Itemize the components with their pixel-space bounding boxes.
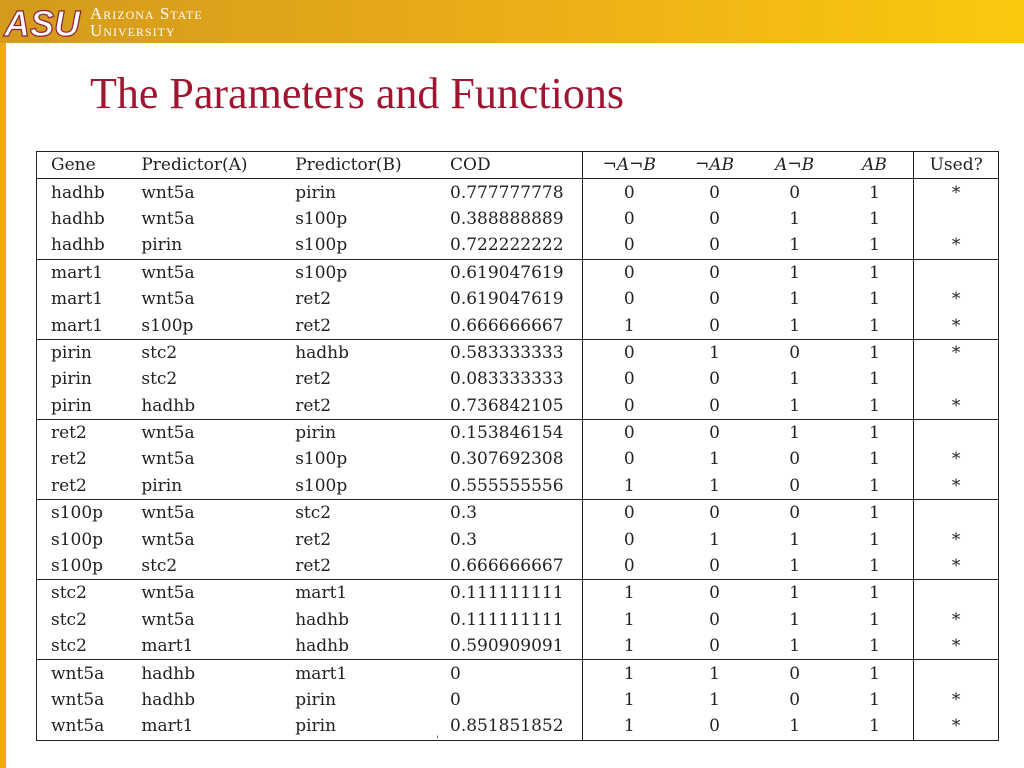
university-name-line1: Arizona State <box>90 3 203 23</box>
table-row <box>37 687 998 713</box>
university-name-line2: University <box>90 20 176 40</box>
cell-cod: 0.111111111 <box>450 580 583 607</box>
table-row <box>37 633 998 660</box>
cell-not-a-b: 0 <box>709 289 720 310</box>
cell-cod: 0.388888889 <box>450 206 583 232</box>
cell-a-b: 1 <box>869 529 880 550</box>
cell-not-a-b: 0 <box>675 553 753 580</box>
cell-not-a-not-b: 0 <box>623 208 635 229</box>
parameters-table <box>36 151 999 741</box>
cell-not-a-not-b: 0 <box>583 553 676 580</box>
header-predictor-b: Predictor(B) <box>295 152 450 179</box>
table-row <box>37 366 998 392</box>
footer-mark: ' <box>436 735 439 746</box>
cell-not-a-b: 1 <box>675 473 753 500</box>
header-bar <box>0 0 1024 43</box>
cell-gene: pirin <box>51 342 92 363</box>
cell-cod: 0.3 <box>450 526 583 552</box>
cell-cod: 0.666666667 <box>450 553 583 580</box>
cell-predictor-a: pirin <box>141 232 295 259</box>
cell-predictor-b: stc2 <box>295 503 332 524</box>
cell-a-not-b: 1 <box>754 633 836 660</box>
cell-predictor-b: hadhb <box>295 342 349 363</box>
cell-predictor-b: ret2 <box>295 289 332 310</box>
cell-a-b: 1 <box>869 423 880 444</box>
cell-a-b: 1 <box>869 663 880 684</box>
cell-predictor-a: wnt5a <box>141 289 195 310</box>
cell-gene: s100p <box>51 529 104 550</box>
cell-not-a-not-b: 0 <box>623 529 635 550</box>
cell-predictor-a: wnt5a <box>141 609 195 630</box>
cell-a-not-b: 1 <box>754 312 836 339</box>
table-row <box>37 286 998 312</box>
cell-not-a-not-b: 1 <box>623 663 635 684</box>
cell-a-not-b: 1 <box>789 262 801 283</box>
cell-predictor-a: wnt5a <box>141 262 195 283</box>
asu-logo-mark <box>2 3 82 41</box>
cell-a-b: 1 <box>869 583 880 604</box>
cell-predictor-b: s100p <box>295 473 450 500</box>
cell-gene: pirin <box>37 393 141 420</box>
cell-a-b: 1 <box>869 289 880 310</box>
cell-a-b: 1 <box>836 393 914 420</box>
cell-predictor-a: mart1 <box>141 633 295 660</box>
cell-not-a-b: 1 <box>709 529 720 550</box>
cell-cod: 0.111111111 <box>450 607 583 633</box>
table-row <box>37 607 998 633</box>
cell-a-b: 1 <box>869 342 880 363</box>
cell-a-not-b: 0 <box>754 473 836 500</box>
cell-predictor-a: hadhb <box>141 393 295 420</box>
cell-not-a-b: 0 <box>675 633 753 660</box>
cell-gene: s100p <box>51 503 104 524</box>
cell-cod: 0.619047619 <box>450 286 583 312</box>
cell-not-a-not-b: 0 <box>623 342 635 363</box>
cell-predictor-b: pirin <box>295 182 337 203</box>
cell-not-a-b: 1 <box>709 342 720 363</box>
cell-gene: mart1 <box>37 312 141 339</box>
cell-a-not-b: 1 <box>754 232 836 259</box>
left-accent-rule <box>0 43 6 768</box>
cell-predictor-a: hadhb <box>141 690 196 710</box>
cell-not-a-b: 1 <box>709 690 720 710</box>
cell-predictor-a: stc2 <box>141 369 178 390</box>
cell-a-b: 1 <box>869 182 880 203</box>
cell-predictor-b: mart1 <box>295 663 348 684</box>
cell-not-a-not-b: 1 <box>623 690 635 710</box>
cell-a-not-b: 1 <box>789 369 801 390</box>
table-row <box>37 393 998 420</box>
cell-not-a-b: 0 <box>709 369 720 390</box>
cell-gene: wnt5a <box>51 663 105 684</box>
cell-a-b: 1 <box>869 262 880 283</box>
cell-used: * <box>914 473 998 500</box>
cell-predictor-a: s100p <box>141 312 295 339</box>
cell-a-b: 1 <box>869 369 880 390</box>
cell-predictor-a: wnt5a <box>141 583 195 604</box>
cell-used: * <box>914 339 998 366</box>
slide-title: The Parameters and Functions <box>90 69 624 118</box>
cell-cod: 0.083333333 <box>450 366 583 392</box>
header-a-b: AB <box>836 152 914 179</box>
table-row <box>37 660 998 687</box>
cell-not-a-not-b: 1 <box>583 473 676 500</box>
cell-a-b: 1 <box>869 208 880 229</box>
cell-a-not-b: 0 <box>789 182 801 203</box>
cell-not-a-b: 0 <box>709 262 720 283</box>
svg-text:ASU: ASU <box>4 2 81 41</box>
cell-gene: ret2 <box>51 449 87 470</box>
cell-predictor-b: hadhb <box>295 609 349 630</box>
cell-predictor-b: s100p <box>295 232 450 259</box>
cell-used <box>914 206 998 232</box>
cell-a-not-b: 1 <box>754 553 836 580</box>
cell-used: * <box>914 553 998 580</box>
cell-not-a-not-b: 0 <box>623 423 635 444</box>
cell-not-a-not-b: 1 <box>623 716 635 737</box>
cell-a-not-b: 1 <box>789 716 801 737</box>
cell-not-a-not-b: 0 <box>623 289 635 310</box>
cell-predictor-a: wnt5a <box>141 423 195 444</box>
cell-a-b: 1 <box>869 609 880 630</box>
cell-used <box>914 259 998 286</box>
cell-predictor-b: pirin <box>295 690 337 710</box>
cell-not-a-b: 1 <box>709 449 720 470</box>
cell-used: * <box>914 232 998 259</box>
cell-used: * <box>914 179 998 206</box>
cell-not-a-not-b: 1 <box>623 583 635 604</box>
cell-predictor-b: s100p <box>295 449 348 470</box>
cell-predictor-b: s100p <box>295 208 348 229</box>
table-row <box>37 179 998 206</box>
cell-used: * <box>914 713 998 739</box>
cell-cod: 0.3 <box>450 500 583 527</box>
cell-predictor-a: mart1 <box>141 716 194 737</box>
cell-cod: 0.666666667 <box>450 312 583 339</box>
table-row <box>37 500 998 527</box>
cell-a-b: 1 <box>869 449 880 470</box>
cell-not-a-not-b: 0 <box>623 369 635 390</box>
table-row <box>37 419 998 446</box>
cell-predictor-b: pirin <box>295 716 337 737</box>
cell-gene: stc2 <box>51 609 87 630</box>
cell-not-a-b: 0 <box>709 609 720 630</box>
cell-not-a-not-b: 0 <box>623 503 635 524</box>
cell-predictor-b: ret2 <box>295 529 332 550</box>
cell-a-b: 1 <box>836 312 914 339</box>
cell-not-a-not-b: 0 <box>583 232 676 259</box>
cell-not-a-b: 0 <box>675 312 753 339</box>
cell-predictor-b: ret2 <box>295 553 450 580</box>
cell-predictor-a: wnt5a <box>141 182 195 203</box>
cell-predictor-a: stc2 <box>141 342 178 363</box>
table-row <box>37 553 998 580</box>
cell-predictor-a: wnt5a <box>141 529 195 550</box>
cell-gene: mart1 <box>51 289 104 310</box>
cell-cod: 0.590909091 <box>450 633 583 660</box>
cell-used: * <box>914 393 998 420</box>
cell-a-b: 1 <box>869 716 880 737</box>
cell-gene: pirin <box>51 369 92 390</box>
cell-not-a-b: 0 <box>675 232 753 259</box>
cell-a-b: 1 <box>836 473 914 500</box>
cell-predictor-b: mart1 <box>295 583 348 604</box>
table-body <box>37 179 998 740</box>
cell-predictor-b: ret2 <box>295 393 450 420</box>
cell-not-a-b: 0 <box>709 583 720 604</box>
cell-not-a-not-b: 0 <box>623 449 635 470</box>
cell-not-a-b: 0 <box>709 716 720 737</box>
cell-gene: wnt5a <box>51 716 105 737</box>
cell-a-not-b: 1 <box>789 609 801 630</box>
university-logo[interactable] <box>0 0 230 43</box>
cell-a-not-b: 1 <box>789 289 801 310</box>
cell-used: * <box>914 286 998 312</box>
cell-a-not-b: 1 <box>754 393 836 420</box>
cell-gene: wnt5a <box>51 690 105 710</box>
cell-used: * <box>914 312 998 339</box>
cell-cod: 0.153846154 <box>450 419 583 446</box>
table-row <box>37 259 998 286</box>
cell-a-not-b: 0 <box>789 342 801 363</box>
cell-gene: s100p <box>37 553 141 580</box>
cell-used: * <box>914 526 998 552</box>
cell-gene: ret2 <box>37 473 141 500</box>
cell-not-a-b: 0 <box>709 182 720 203</box>
cell-gene: stc2 <box>37 633 141 660</box>
cell-cod: 0.722222222 <box>450 232 583 259</box>
table-row <box>37 232 998 259</box>
cell-not-a-not-b: 1 <box>583 312 676 339</box>
cell-not-a-not-b: 1 <box>583 633 676 660</box>
cell-used: * <box>914 446 998 472</box>
cell-predictor-a: pirin <box>141 473 295 500</box>
cell-predictor-a: stc2 <box>141 553 295 580</box>
header-gene: Gene <box>37 152 141 179</box>
cell-cod: 0.555555556 <box>450 473 583 500</box>
cell-gene: hadhb <box>51 182 105 203</box>
table-row <box>37 580 998 607</box>
cell-cod: 0 <box>450 660 583 687</box>
table-row <box>37 526 998 552</box>
cell-not-a-not-b: 1 <box>623 609 635 630</box>
table-row <box>37 473 998 500</box>
table-row <box>37 713 998 739</box>
table-row <box>37 206 998 232</box>
cell-a-not-b: 0 <box>789 690 801 710</box>
cell-predictor-b: ret2 <box>295 312 450 339</box>
cell-a-b: 1 <box>869 690 880 710</box>
cell-not-a-b: 0 <box>675 393 753 420</box>
cell-not-a-not-b: 0 <box>583 393 676 420</box>
cell-used <box>914 580 998 607</box>
cell-a-not-b: 1 <box>789 529 801 550</box>
cell-a-not-b: 1 <box>789 208 801 229</box>
cell-gene: ret2 <box>51 423 87 444</box>
header-not-a-not-b: ¬A¬B <box>583 152 676 179</box>
university-name <box>90 5 203 39</box>
header-predictor-a: Predictor(A) <box>141 152 295 179</box>
cell-cod: 0 <box>450 687 583 713</box>
cell-used: * <box>914 687 998 713</box>
cell-cod: 0.583333333 <box>450 339 583 366</box>
cell-gene: mart1 <box>51 262 104 283</box>
cell-a-not-b: 0 <box>789 503 801 524</box>
cell-predictor-b: hadhb <box>295 633 450 660</box>
cell-a-not-b: 0 <box>789 663 801 684</box>
cell-a-not-b: 1 <box>789 583 801 604</box>
cell-used <box>914 366 998 392</box>
cell-used <box>914 660 998 687</box>
cell-cod: 0.307692308 <box>450 446 583 472</box>
cell-cod: 0.619047619 <box>450 259 583 286</box>
table-row <box>37 312 998 339</box>
cell-predictor-a: wnt5a <box>141 208 195 229</box>
cell-not-a-b: 0 <box>709 208 720 229</box>
cell-a-b: 1 <box>836 633 914 660</box>
cell-not-a-b: 0 <box>709 503 720 524</box>
cell-predictor-a: wnt5a <box>141 449 195 470</box>
cell-not-a-not-b: 0 <box>623 182 635 203</box>
cell-predictor-b: pirin <box>295 423 337 444</box>
cell-predictor-b: s100p <box>295 262 348 283</box>
cell-cod: 0.851851852 <box>450 713 583 739</box>
cell-a-b: 1 <box>836 232 914 259</box>
header-not-a-b: ¬AB <box>675 152 753 179</box>
table-row <box>37 339 998 366</box>
cell-predictor-b: ret2 <box>295 369 332 390</box>
cell-a-not-b: 0 <box>789 449 801 470</box>
header-a-not-b: A¬B <box>754 152 836 179</box>
cell-used: * <box>914 607 998 633</box>
cell-a-not-b: 1 <box>789 423 801 444</box>
cell-cod: 0.736842105 <box>450 393 583 420</box>
cell-predictor-a: hadhb <box>141 663 196 684</box>
cell-used <box>914 419 998 446</box>
cell-used <box>914 500 998 527</box>
header-cod: COD <box>450 152 583 179</box>
table-header-row <box>37 152 998 179</box>
cell-cod: 0.777777778 <box>450 179 583 206</box>
cell-gene: hadhb <box>37 232 141 259</box>
cell-not-a-b: 0 <box>709 423 720 444</box>
cell-gene: stc2 <box>51 583 87 604</box>
cell-gene: hadhb <box>51 208 105 229</box>
cell-used: * <box>914 633 998 660</box>
cell-not-a-b: 1 <box>709 663 720 684</box>
cell-predictor-a: wnt5a <box>141 503 195 524</box>
header-used: Used? <box>914 152 998 179</box>
table-row <box>37 446 998 472</box>
cell-a-b: 1 <box>869 503 880 524</box>
cell-a-b: 1 <box>836 553 914 580</box>
cell-not-a-not-b: 0 <box>623 262 635 283</box>
